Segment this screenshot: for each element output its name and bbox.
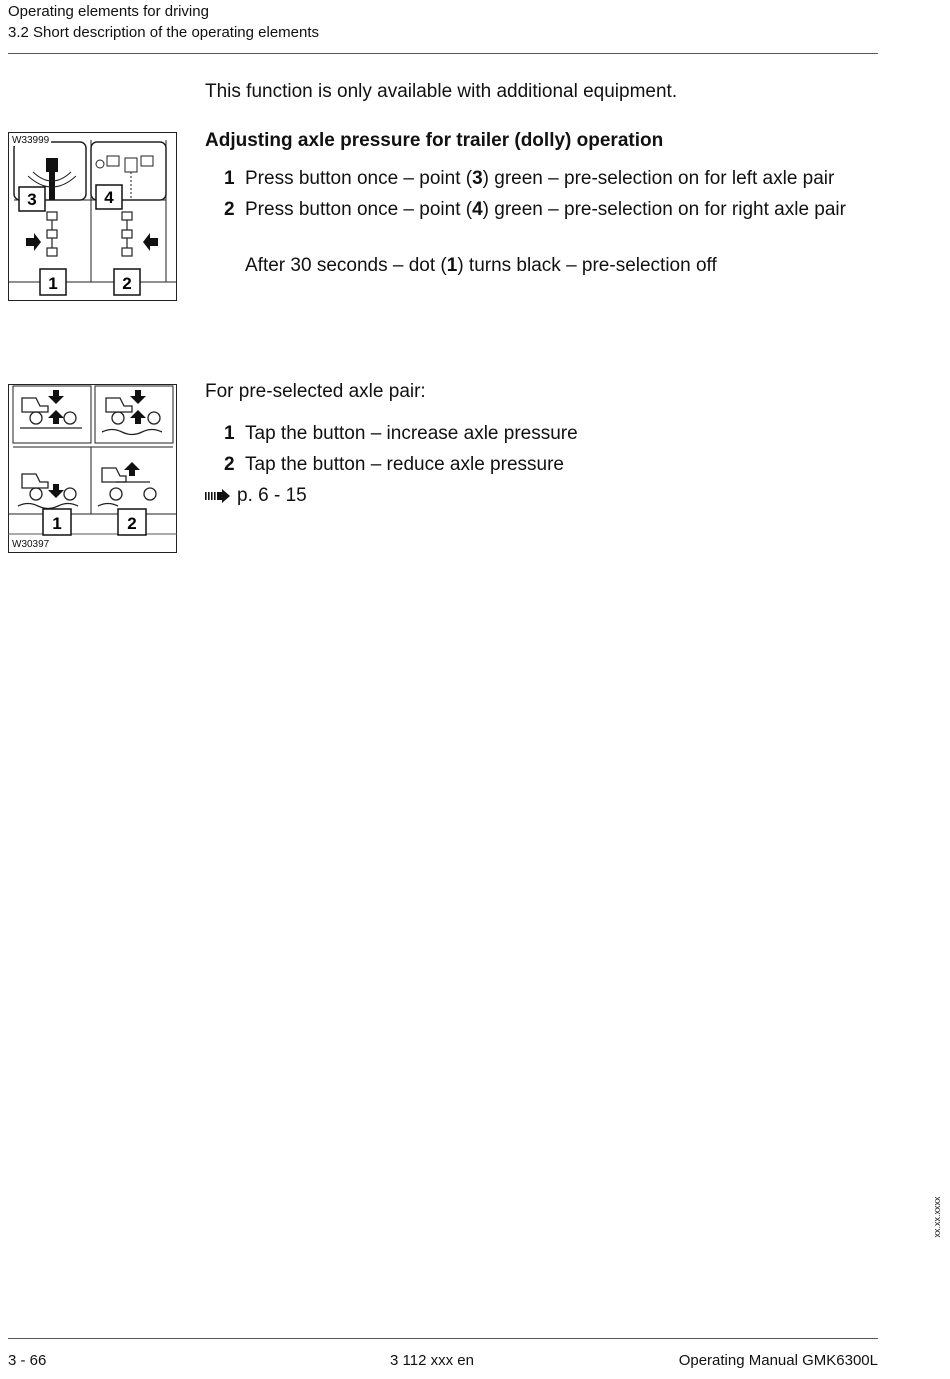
step-item <box>224 453 884 477</box>
figure1-label-4: 4 <box>104 188 114 207</box>
figure1-id: W33999 <box>12 135 50 146</box>
preselected-intro: For pre-selected axle pair: <box>205 381 426 402</box>
figure1-label-2: 2 <box>122 274 132 293</box>
footer-manual-title: Operating Manual GMK6300L <box>678 1352 878 1369</box>
figure2-label-1: 1 <box>52 514 62 533</box>
header-section: 3.2 Short description of the operating elements <box>8 24 320 41</box>
step-number: 1 <box>224 168 235 189</box>
figure1-label-3: 3 <box>27 190 37 209</box>
step-ref: 3 <box>472 168 483 189</box>
step-item: 1 Press button once – point (3) green – pre-selection on for left axle pair <box>224 168 835 189</box>
section-heading: Adjusting axle pressure for trailer (dolly) operation <box>205 130 664 151</box>
step-number: 1 <box>224 423 235 444</box>
step-item <box>224 422 884 446</box>
side-code: xx.xx.xxxx <box>932 1196 942 1238</box>
figure1-label-1: 1 <box>48 274 58 293</box>
after-note: After 30 seconds – dot (1) turns black – pre-selection off <box>245 255 717 276</box>
step-ref: 4 <box>472 199 483 220</box>
page-reference-link[interactable] <box>205 484 307 508</box>
step-text: Tap the button – increase axle pressure <box>245 423 578 444</box>
page-reference-text: p. 6 - 15 <box>237 485 307 506</box>
axle-pressure-figure <box>8 384 177 553</box>
cross-reference-arrow-icon <box>205 489 231 503</box>
step-item: 2 Press button once – point (4) green – pre-selection on for right axle pair <box>224 199 846 220</box>
footer-page-number: 3 - 66 <box>8 1352 47 1369</box>
figure2-id: W30397 <box>12 539 50 550</box>
step-number: 2 <box>224 454 235 475</box>
step-number: 2 <box>224 199 235 220</box>
header-chapter: Operating elements for driving <box>8 3 209 20</box>
footer-doc-number: 3 112 xxx en <box>390 1352 474 1369</box>
footer-rule <box>8 1338 878 1339</box>
equipment-note: This function is only available with additional equipment. <box>205 81 678 102</box>
step-text: Tap the button – reduce axle pressure <box>245 454 564 475</box>
header-rule <box>8 53 878 54</box>
figure2-label-2: 2 <box>127 514 137 533</box>
axle-preselection-figure <box>8 132 177 301</box>
